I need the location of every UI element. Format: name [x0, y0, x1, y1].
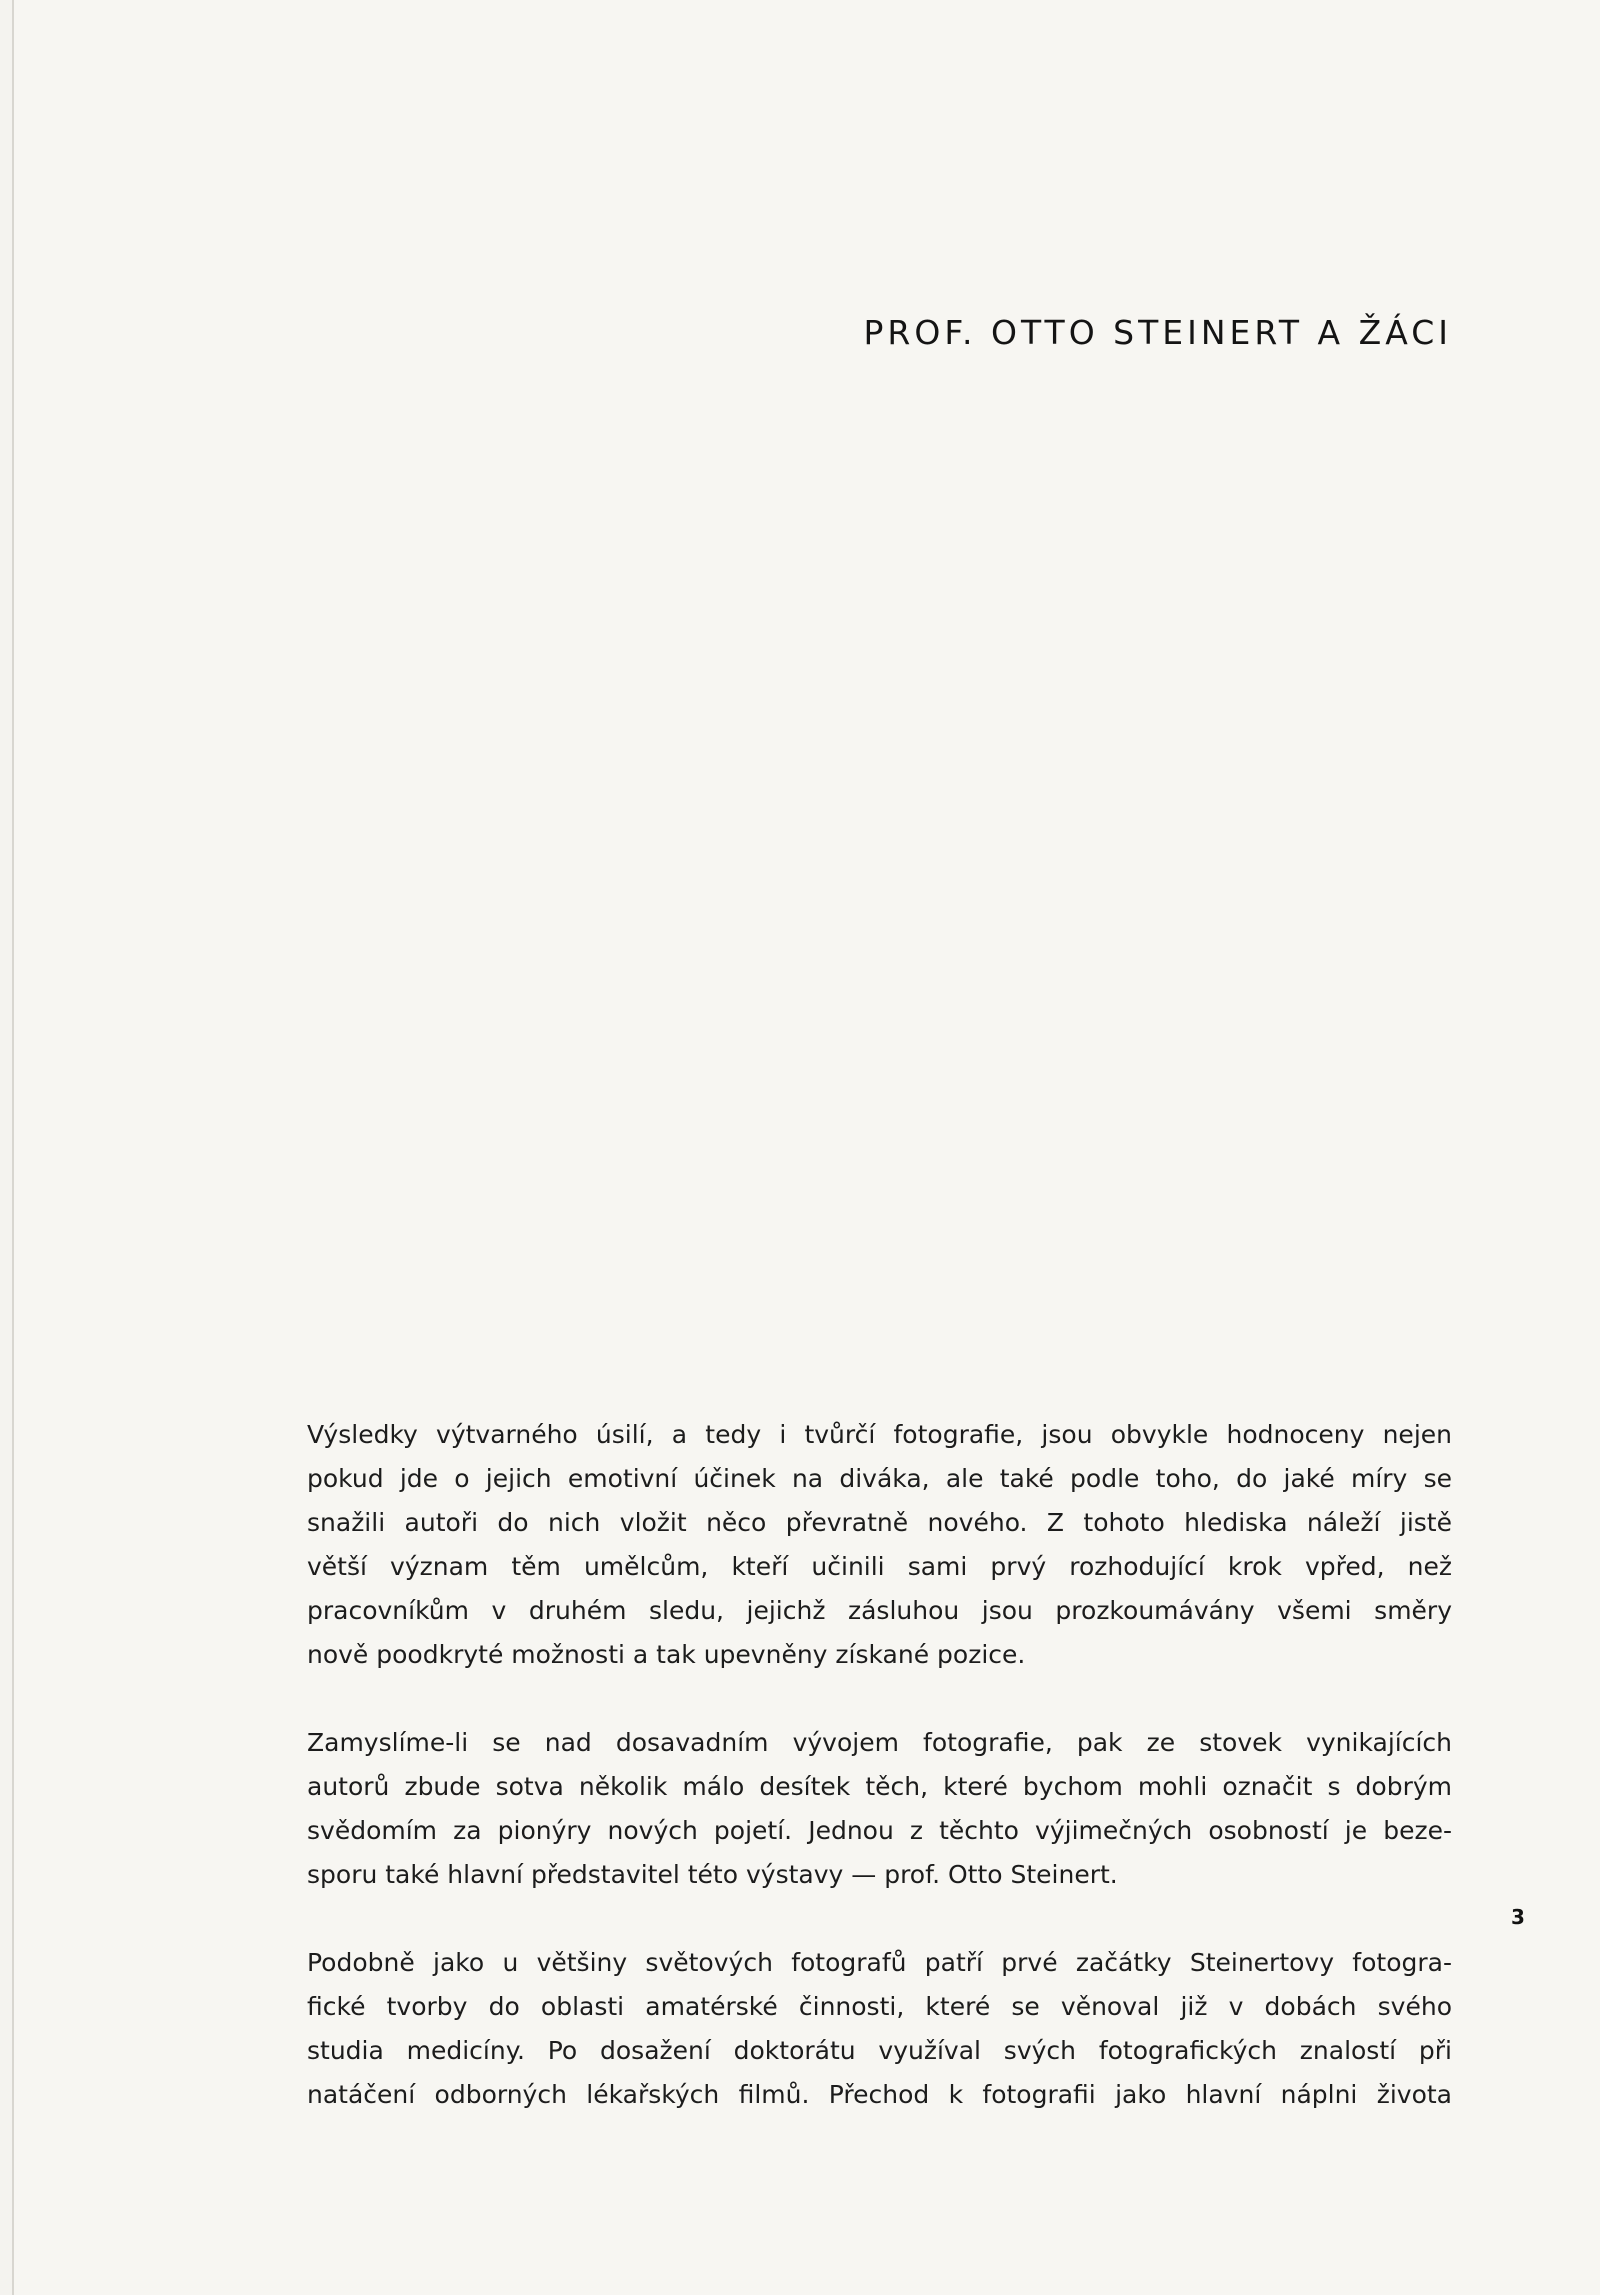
text-line: fické tvorby do oblasti amatérské činnosti, které se věnoval již v dobách svého: [307, 1992, 1452, 2021]
text-line: Podobně jako u většiny světových fotografů patří prvé začátky Steinertovy fotogra-: [307, 1948, 1452, 1977]
text-line: Výsledky výtvarného úsilí, a tedy i tvůrčí fotografie, jsou obvykle hodnoceny nejen: [307, 1420, 1452, 1449]
text-line: studia medicíny. Po dosažení doktorátu využíval svých fotografických znalostí při: [307, 2036, 1452, 2065]
paragraph-1: [307, 1413, 1452, 1677]
text-line: pracovníkům v druhém sledu, jejichž zásluhou jsou prozkoumávány všemi směry: [307, 1596, 1452, 1625]
paragraph-2: [307, 1721, 1452, 1897]
text-line: snažili autoři do nich vložit něco převratně nového. Z tohoto hlediska náleží jistě: [307, 1508, 1452, 1537]
text-line: Zamyslíme-li se nad dosavadním vývojem fotografie, pak ze stovek vynikajících: [307, 1728, 1452, 1757]
text-line: větší význam těm umělcům, kteří učinili sami prvý rozhodující krok vpřed, než: [307, 1552, 1452, 1581]
text-line: nově poodkryté možnosti a tak upevněny získané pozice.: [307, 1640, 1026, 1669]
body-text: [307, 1413, 1452, 2161]
document-page: [12, 0, 1600, 2295]
text-line: sporu také hlavní představitel této výstavy — prof. Otto Steinert.: [307, 1860, 1118, 1889]
text-line: pokud jde o jejich emotivní účinek na diváka, ale také podle toho, do jaké míry se: [307, 1464, 1452, 1493]
text-line: svědomím za pionýry nových pojetí. Jednou z těchto výjimečných osobností je beze-: [307, 1816, 1452, 1845]
page-title: PROF. OTTO STEINERT A ŽÁCI: [863, 313, 1452, 353]
paragraph-3: [307, 1941, 1452, 2117]
text-line: natáčení odborných lékařských filmů. Přechod k fotografii jako hlavní náplni života: [307, 2080, 1452, 2109]
page-number: 3: [1511, 1905, 1525, 1929]
text-line: autorů zbude sotva několik málo desítek těch, které bychom mohli označit s dobrým: [307, 1772, 1452, 1801]
